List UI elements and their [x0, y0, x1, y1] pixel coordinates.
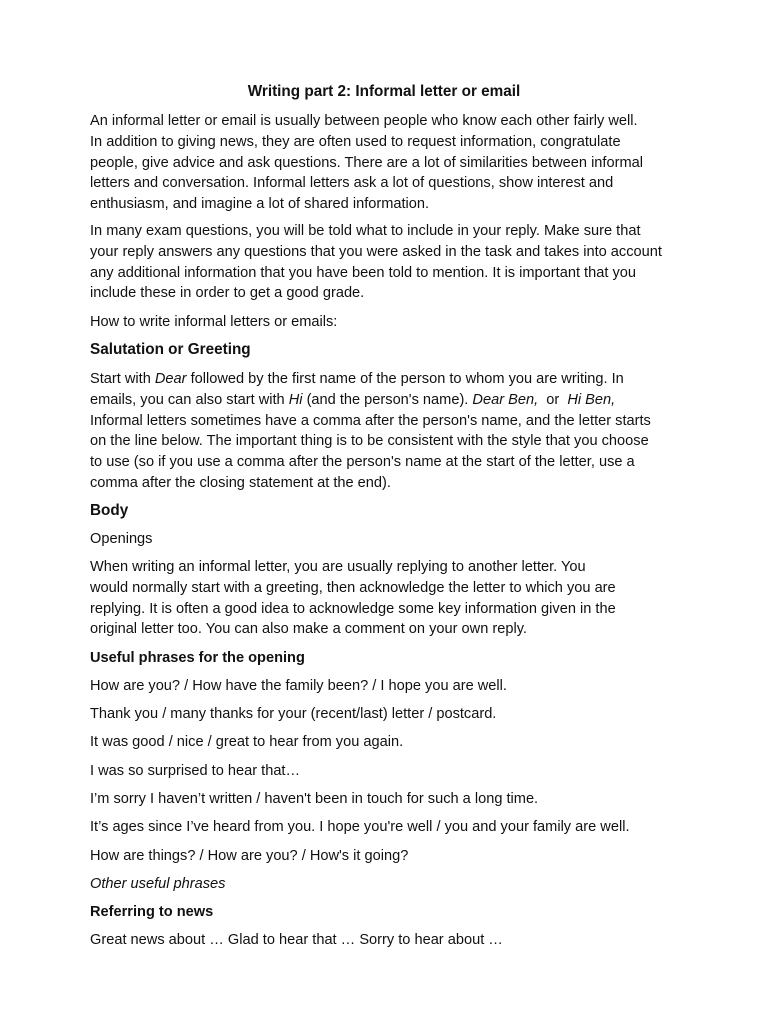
body-heading: Body	[90, 502, 129, 519]
text-line: on the line below. The important thing is to be consistent with the style that you choose	[90, 433, 649, 450]
text-line: people, give advice and ask questions. There are a lot of similarities between informal	[90, 154, 643, 171]
phrase-item: How are things? / How are you? / How's it going?	[90, 848, 409, 864]
page-title: Writing part 2: Informal letter or email	[247, 83, 521, 100]
useful-phrases-heading: Useful phrases for the opening	[90, 650, 305, 666]
hi-example: Hi	[288, 391, 303, 408]
text-line: An informal letter or email is usually between people who know each other fairly well.	[90, 113, 638, 129]
text-run: followed by the first name of the person to whom you are writing. In	[186, 371, 624, 387]
phrase-item: How are you? / How have the family been? / I hope you are well.	[90, 678, 507, 694]
text-line	[90, 390, 690, 411]
text-line: enthusiasm, and imagine a lot of shared information.	[90, 196, 430, 213]
text-line: original letter too. You can also make a comment on your own reply.	[90, 621, 527, 638]
salutation-heading: Salutation or Greeting	[90, 341, 251, 358]
text-line: your reply answers any questions that you were asked in the task and takes into account	[90, 243, 662, 260]
text-line: comma after the closing statement at the end).	[90, 474, 391, 491]
phrase-item: I’m sorry I haven’t written / haven't been in touch for such a long time.	[90, 791, 539, 807]
referring-text: Great news about … Glad to hear that … Sorry to hear about …	[90, 932, 503, 948]
phrase-item: Thank you / many thanks for your (recent/last) letter / postcard.	[90, 706, 497, 722]
openings-label: Openings	[90, 531, 153, 547]
text-run: or	[538, 391, 568, 408]
other-useful-phrases	[90, 874, 690, 895]
openings-paragraph	[90, 557, 690, 640]
text-line: any additional information that you have been told to mention. It is important that you	[90, 264, 636, 281]
text-run: Start with	[90, 371, 155, 387]
text-line: In addition to giving news, they are often used to request information, congratulate	[90, 133, 621, 150]
text-line: Informal letters sometimes have a comma after the person's name, and the letter starts	[90, 412, 651, 429]
text-line: include these in order to get a good grade.	[90, 285, 365, 302]
text-line: When writing an informal letter, you are usually replying to another letter. You	[90, 559, 586, 575]
exam-paragraph	[90, 221, 690, 304]
phrase-item: I was so surprised to hear that…	[90, 763, 301, 779]
text-line: letters and conversation. Informal letters ask a lot of questions, show interest and	[90, 175, 614, 192]
text-run: (and the person's name).	[302, 391, 473, 408]
text-line	[90, 369, 690, 390]
phrase-item: It’s ages since I’ve heard from you. I hope you're well / you and your family are well.	[90, 819, 630, 835]
text-line: In many exam questions, you will be told what to include in your reply. Make sure that	[90, 223, 641, 239]
hi-ben-example: Hi Ben,	[567, 391, 616, 408]
intro-paragraph	[90, 111, 690, 215]
phrase-item: It was good / nice / great to hear from you again.	[90, 734, 404, 750]
text-line: would normally start with a greeting, then acknowledge the letter to which you are	[90, 579, 616, 596]
text-run: emails, you can also start with	[90, 391, 289, 408]
text-line: replying. It is often a good idea to acknowledge some key information given in the	[90, 600, 616, 617]
dear-ben-example: Dear Ben,	[472, 391, 539, 408]
dear-example: Dear	[154, 371, 187, 387]
salutation-paragraph	[90, 369, 690, 494]
referring-heading: Referring to news	[90, 904, 214, 920]
other-useful-label: Other useful phrases	[90, 876, 226, 892]
how-to-line: How to write informal letters or emails:	[90, 314, 338, 330]
text-line: to use (so if you use a comma after the person's name at the start of the letter, use a	[90, 454, 635, 471]
